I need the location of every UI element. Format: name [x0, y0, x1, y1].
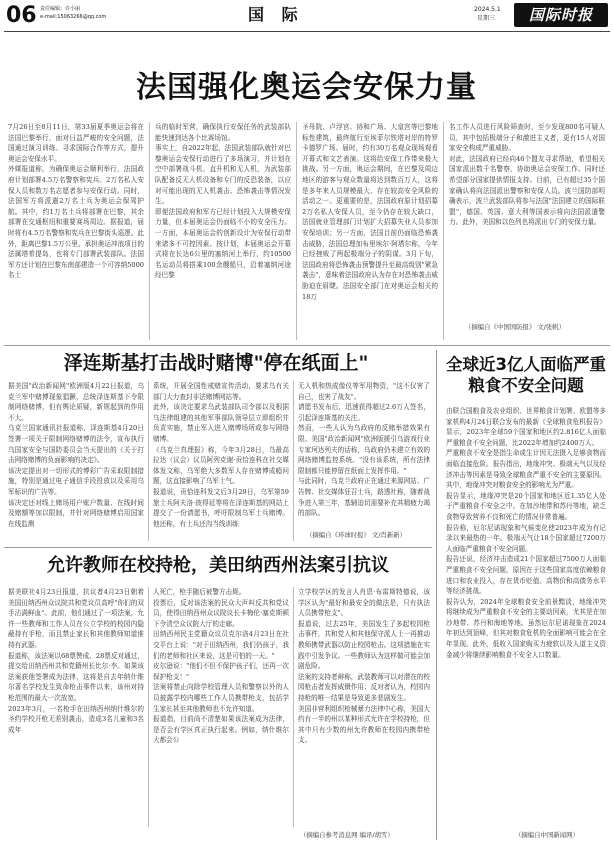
header-rule [4, 31, 610, 32]
editor-name: 责任编辑：许小丽 [40, 6, 81, 12]
article-column-2: 系统，开展全国性戒赌宣传活动，要求乌有关部门大力查封非法赌博网站等。 此外，该决定要求乌武装部队司令部以及根据乌法律组建的其他军事部队领导层立即组织并负责实施，禁止军人进入赌博场所或参与网络赌博。 《乌克兰真理报》称，今年3月28日，乌最高拉达（议会）议员阿列克谢·贡恰连科在社交媒体发文称，乌军绝大多数军人存在赌博成瘾问题，这直接影响了乌军士气。 报道说，贡恰连科发文后3月29日，乌军第59旅士兵阿夫洛·彼得延等将在泽连斯基的网站上提交了一份请愿书，呼吁限制乌军士兵赌博。他还称，有士兵还沟当线训练 [153, 382, 289, 528]
article-source: （摘编自《环球时报》 文/肖新新） [306, 531, 407, 539]
article-title: 法国强化奥运会安保力量 [136, 70, 477, 105]
article-source: （摘编自参考消息网 编译/胡雪） [300, 831, 394, 839]
article-column-4: 名工作人员进行风险筛查时，至少发现800名可疑人员，其中包括极端分子和激进主义者，更有15人对国家安全构成严重威胁。 对此，法国政府已经向46个盟友寻求帮助，希望相关国家派出数千名警察，协助奥运会安保工作。同时还希望部分国家提供情报支持。目前，已有超过35个国家确认将向法国派出警察和安保人员。波兰国防部明确表示，波兰武装部队将参与法国"法国建立的国际联盟"，德国、英国、意大利等国表示将向法国派遣警力。此外，美国和以色列也将派出专门的安保力量。 [449, 123, 605, 227]
editor-email: e-mail:15063266@qq.com [40, 14, 107, 20]
page-number: 06 [6, 3, 37, 28]
article-column-2: 人死亡，枪手随后被警方击毙。 投票后，反对该法案的民众大声叫反共和党议员，使得田纳西州众议院议长卡梅伦·塞克斯顿下令清空众议院大厅的走廊。 田纳西州民主党籍众议员克尔洛4月23日在社交平台上说："对于田纳西州，我们仍孩子，我们的老师和社区来说，这是可怕的一天。" 皮尔逊说："他们不但不保护孩子们，还再一次保护枪支！" 法案将禁止向除学校管理人员和警察以外的人员披露学校内哪些工作人员携带枪支，包括学生家长甚至其他教师也不允许知道。 报道指，目前尚不清楚如果该法案成为法律，是否会有学区真正执行起来。例如，纳什维尔大都会公 [153, 588, 289, 745]
issue-weekday: 星期三 [477, 15, 496, 22]
article-column-1: 7月26日至8月11日，第33届夏季奥运会将在法国巴黎举行，面对日益严峻的安全问题，法国通过演习训练、寻求国际合作等方式，提升奥运会安保水平。 外媒报道称，为确保奥运会顺利举行，法国政府计划部署4.5万名警察和宪兵、2万名私人安保人员和数万名志愿者参与安保行动。同时，法国军方将派遣2万名士兵为奥运会保驾护航。其中，约1万名士兵将部署在巴黎，其余部署在交通枢纽和重要赛场周边。据报道，届时将有4.5万名警察和宪兵在巴黎街头巡逻。此外，距离巴黎1.5万公里、承担奥运冲浪项目的法属塔希提岛，也将专门部署武装部队。法国军方还计划在巴黎东南部建造一个可容纳5000名士 [8, 123, 144, 280]
article-column-3: 圣母院、卢浮宫、协和广场、大皇宫等巴黎地标性建筑，最终航行至埃菲尔铁塔对岸的特罗卡德罗广场。届时，约有30万名观众现场观看开幕式和文艺表演。这将给安保工作带来极大挑战。另一方面，奥运会期间，在巴黎及周边地区的游客与观众数量将达到数百万人，这将是多年来人员规模最大、存在较高安全风险的活动之一。更重要的是，法国政府原计划招募2万名私人安保人员，至今仍存在较大缺口，法国就业管理部门计划扩大招募失业人员参加安保培训；另一方面，法国目前仍面临恐怖袭击威胁，法国总理加布里埃尔·阿塔尔称，今年已经挫败了两起极端分子的阴谋。3月下旬，法国政府将恐怖袭击预警提升至最高级别"紧急袭击"，意味着法国政府认为存在对恐怖袭击威胁迫在眉睫。法国安全部门在对奥运会相关的18万 [302, 123, 438, 301]
article-title: 全球近3亿人面临严重粮食不安全问题 [446, 355, 606, 395]
article-source: （摘编自《中国国防报》 文/张帆） [465, 323, 566, 331]
article-title: 泽连斯基打击战时赌博"停在纸面上" [63, 352, 369, 374]
article-title: 允许教师在校持枪，美田纳西州法案引抗议 [47, 555, 389, 576]
masthead-logo [514, 3, 608, 27]
article-column-1: 据美国"政治新闻网"欧洲版4月22日报道，乌克兰军中赌博现象猖獗，总统泽连斯基下令限制网络赌博，但有舆论质疑，新规起到的作用不大。 乌克兰国家通讯社报道称，泽连斯基4月20日签署一项关于限制网络赌博的法令，宣布执行乌国家安全与国防委员会当天提出的《关于打击网络赌博的负面影响的决定》。 该决定提出对一切形式的博彩广告采取限制措施，特别是通过电子通信手段投放以及采用乌军标识的广告等。 该决定还对线上赌场用户账户数量、在线时间及赌额等加以限制，并针对网络赌博启用国家在线监测 [8, 382, 144, 528]
article-column: 由联合国粮食及农业组织、世界粮食计划署、欧盟等多家机构4月24日联合发布的最新《全球粮食危机报告》显示，2023年全球59个国家和地区约2.816亿人面临严重粮食不安全问题，比2022年增加约2400万人。 严重粮食不安全是指生命或生计因无法摄入足够食物而面临直接危险。报告指出，地缘冲突、极端天气以及经济冲击等因素是导致全球粮食严重不安全的主要原因。其中，地缘冲突对粮食安全的影响尤为严重。 报告显示，地缘冲突是20个国家和地区近1.35亿人处于严重粮食不安全之中。在加沙地带和苏丹等地，缺乏食物导致营养不良和死亡的情况非常普遍。 报告称，厄尔尼诺现象和气候变化使2023年成为有记录以来最热的一年。极端天气让18个国家超过7200万人面临严重粮食不安全问题。 报告还说，经济冲击造成21个国家超过7500万人面临严重粮食不安全问题，原因在于这些国家高度依赖粮食进口和农业投入，存在货币贬值、高物价和高债务水平等经济挑战。 报告认为，2024年全球粮食安全前景黯淡，地缘冲突将继续成为严重粮食不安全的主要动因素，尤其是在加沙地带、苏丹和海地等地。虽然厄尔尼诺现象在2024年初达到顶峰，但其对粮食危机的全面影响可能会在全年显现。此外，低收入国家购买力疲软以及人道主义资金减少将继续影响粮食不安全人口数量。 [446, 407, 606, 659]
article-column-3: 无人机和热成像仪等军用物资，"这不仅害了自己，也害了战友"。 请愿书发布后，迅速获得超过2.6万人签名，引起泽连斯基的关注。 然而，一些人认为乌政府的反赌举措效果有限。美国"政治新闻网"欧洲版援引乌游戏行业专家珂达列夫的话称，乌政府仍未建立有效的网络赌博监控系统。"没有该系统，所有法律限制都只能停留在纸面上发挥作用。" 与此同时，乌克兰政府正在通过来源网站、广告牌、社交媒体狂召士兵，路透社称，随着战争进入第三年，基辅迫切需要补充其精疲力竭的部队。 [298, 382, 430, 518]
article-column-2: 兵的临时军营，确保执行安保任务的武装部队能快速到达各个比赛场馆。 事实上，自2022年起，法国武装部队就针对巴黎奥运会安保行动进行了多场演习，并计划在空中部署战斗机、直升机和无人机，为武装部队配备反无人机设备和专门的反恐装备，以应对可能出现的无人机袭击、恐怖袭击等情况发生。 即便法国政府和军方已经计划投入大规模安保力量，但本届奥运会仍面临不小的安全压力。一方面，本届奥运会的创新设计为安保行动带来诸多不可控因素。按计划，本届奥运会开幕式将在长达6公里的塞纳河上举行，约10500名运动员将搭乘100余艘船只，沿着塞纳河途经巴黎 [155, 123, 291, 280]
section-title: 国 际 [248, 5, 304, 24]
masthead-text: 国际时报 [528, 6, 593, 24]
article-column-1: 据美联社4月23日报道，抗议者4月23日朝着美国田纳西州众议院共和党议员高呼"你们的双手沾满鲜血"。此前，他们通过了一项法案，允许一些教师和工作人员在公立学校的校园内隐蔽持有手枪，而且禁止家长和其他教师知道谁持有武器。 报道称，该法案以68票赞成、28票反对通过，提交给田纳西州共和党籍州长比尔·李。如果该法案获他签署成为法律，这将是自去年纳什维尔著名学校发生致命枪击事件以来，该州对持枪范围的最大一次放宽。 2023年3月，一名枪手在田纳西州纳什维尔的圣约学校开枪无差别袭击，造成3名儿童和3名成年 [8, 588, 144, 734]
issue-date: 2024.5.1 [474, 6, 501, 13]
article-source: （摘编自中国新闻网） [515, 831, 579, 839]
article-column-3: 立学校学区的发言人肖恩·布雷斯特德说，该学区认为"最好和最安全的做法是，只有执法人员携带枪支"。 报道说，过去25年，美国发生了多起校园枪击事件，共和党人和其他保守派人士一再推动教师携带武器以防止校园枪击。这项措施在实践中引发争议。一些教师认为这样做可能会加剧危险。 法案的支持者辩称，武装教师可以对潜在的校园枪击者发挥威慑作用；反对者认为，校园内持枪的唯一结果是导致更多悲剧发生。 美国非营利组织枪械暴力法律中心称，美国大约有一半的州以某种形式允许在学校持枪，但其中只有少数的州允许教师在校园内携带枪支。 [298, 588, 430, 745]
